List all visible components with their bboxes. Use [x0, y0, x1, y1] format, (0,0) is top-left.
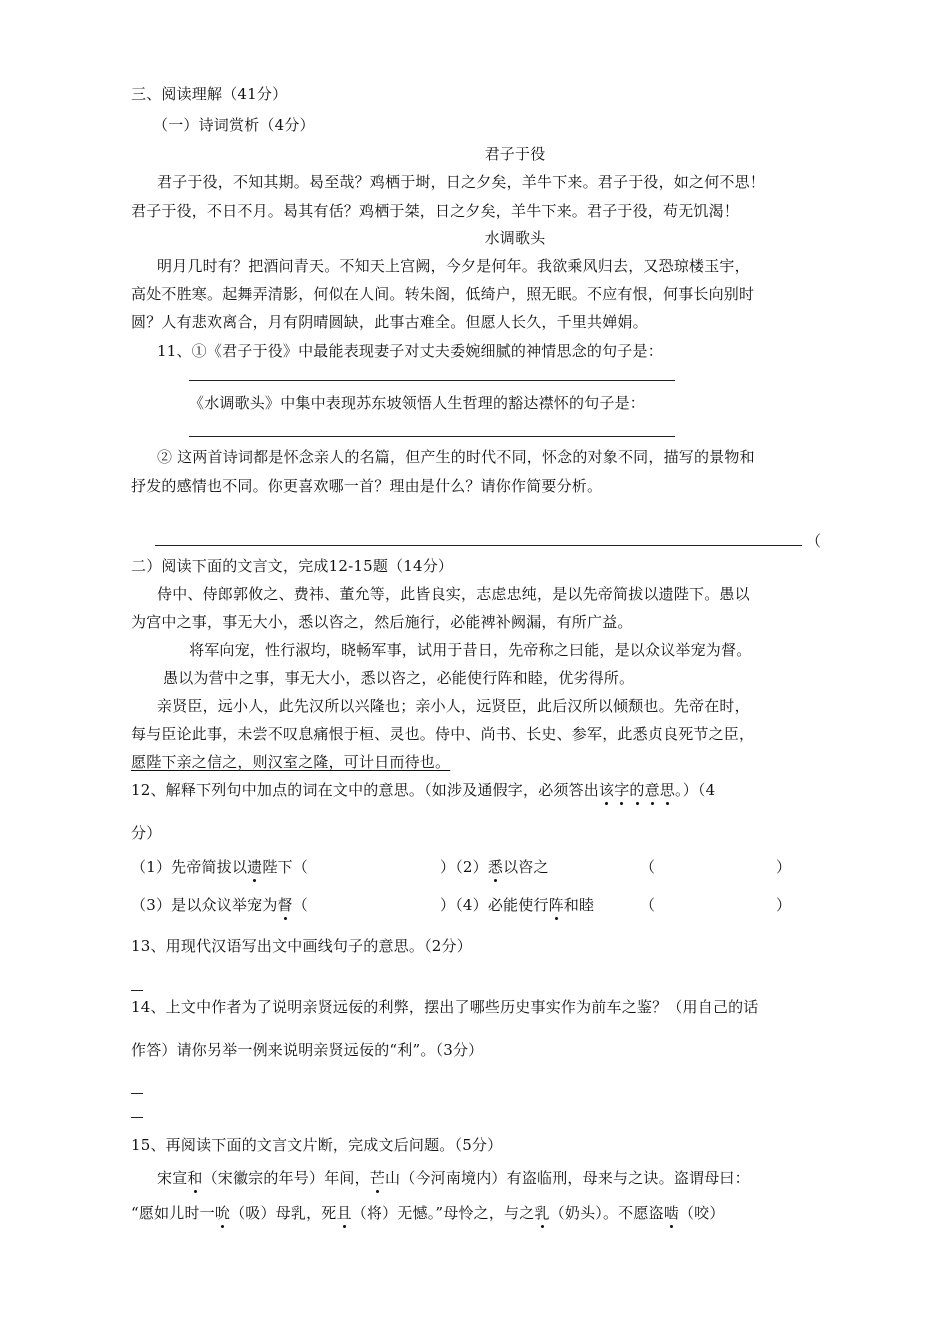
classical-p4-line1: 亲贤臣，远小人，此先汉所以兴隆也；亲小人，远贤臣，此后汉所以倾颓也。先帝在时，: [157, 697, 750, 715]
question-12-item1: （1）先帝简拔以遗陛下（: [131, 858, 308, 876]
question-12-stem: 12、解释下列句中加点的词在文中的意思。（如涉及通假字，必须答出该字的意思。）（4: [131, 781, 716, 799]
question-12-item4-close: ）: [776, 896, 792, 914]
answer-line-11b[interactable]: [189, 436, 675, 437]
question-12-item2-close: ）: [776, 858, 792, 876]
classical-p2: 将军向宠，性行淑均，晓畅军事，试用于昔日，先帝称之曰能，是以众议举宠为督。: [189, 641, 752, 659]
question-11-part2-line1: ② 这两首诗词都是怀念亲人的名篇，但产生的时代不同，怀念的对象不同，描写的景物和: [157, 448, 755, 466]
answer-line-11c[interactable]: [155, 545, 802, 546]
question-11-part1b: 《水调歌头》中集中表现苏东坡领悟人生哲理的豁达襟怀的句子是：: [189, 394, 646, 412]
answer-line-11a[interactable]: [189, 380, 675, 381]
question-11-part1: 11、①《君子于役》中最能表现妻子对丈夫委婉细腻的神情思念的句子是：: [157, 342, 663, 360]
question-12-item2-open: （: [640, 858, 656, 876]
question-12-item4: ）（4）必能使行阵和睦: [440, 896, 595, 914]
poem2-line1: 明月几时有？把酒问青天。不知天上宫阙，今夕是何年。我欲乘风归去，又恐琼楼玉宇，: [157, 257, 750, 275]
dotted-phrase: 该字的意思: [599, 781, 676, 799]
poem1-line2: 君子于役，不日不月。曷其有佸？鸡栖于桀，日之夕矣，羊牛下来。君子于役，苟无饥渴！: [131, 202, 740, 220]
poem2-line3: 圆？人有悲欢离合，月有阴晴圆缺，此事古难全。但愿人长久，千里共婵娟。: [131, 313, 648, 331]
question-11-part2-line2: 抒发的感情也不同。你更喜欢哪一首？理由是什么？请你作简要分析。: [131, 477, 603, 495]
answer-line-14a[interactable]: [131, 1093, 143, 1094]
poem2-title: 水调歌头: [484, 229, 546, 247]
classical-p1-line2: 为宫中之事，事无大小，悉以咨之，然后施行，必能裨补阙漏，有所广益。: [131, 613, 633, 631]
question-15-text-line2: “愿如儿时一吮（吸）母乳，死且（将）无憾。”母怜之，与之乳（奶头）。不愿盗啮（咬）: [131, 1204, 725, 1222]
poem2-line2: 高处不胜寒。起舞弄清影，何似在人间。转朱阁，低绮户，照无眠。不应有恨，何事长向别时: [131, 285, 755, 303]
question-14-line2: 作答）请你另举一例来说明亲贤远佞的“利”。（3分）: [131, 1041, 484, 1059]
classical-underlined-sentence: 愿陛下亲之信之，则汉室之隆，可计日而待也。: [131, 753, 451, 771]
poem1-line1: 君子于役，不知其期。曷至哉？鸡栖于埘，日之夕矣，羊牛下来。君子于役，如之何不思！: [157, 173, 766, 191]
question-15-heading: 15、再阅读下面的文言文片断，完成文后问题。（5分）: [131, 1136, 503, 1154]
question-15-text-line1: 宋宣和（宋徽宗的年号）年间，芒山（今河南境内）有盗临刑，母来与之诀。盗谓母曰：: [157, 1169, 750, 1187]
question-12-stem-cont: 分）: [131, 824, 162, 842]
classical-p4-line2: 每与臣论此事，未尝不叹息痛恨于桓、灵也。侍中、尚书、长史、参军，此悉贞良死节之臣，: [131, 725, 755, 743]
question-14-line1: 14、上文中作者为了说明亲贤远佞的利弊，摆出了哪些历史事实作为前车之鉴？（用自己的话: [131, 998, 759, 1016]
question-12-item2: ）（2）悉以咨之: [440, 858, 549, 876]
section-heading: 三、阅读理解（41分）: [131, 85, 288, 103]
answer-line-14b[interactable]: [131, 1117, 143, 1118]
poetry-heading: （一）诗词赏析（4分）: [153, 116, 315, 134]
question-12-item3: （3）是以众议举宠为督（: [131, 896, 308, 914]
classical-p1-line1: 侍中、侍郎郭攸之、费祎、董允等，此皆良实，志虑忠纯，是以先帝简拔以遗陛下。愚以: [157, 585, 750, 603]
poem1-title: 君子于役: [484, 145, 546, 163]
classical-heading: 二）阅读下面的文言文，完成12-15题（14分）: [131, 557, 454, 575]
question-13: 13、用现代汉语写出文中画线句子的意思。（2分）: [131, 937, 472, 955]
answer-line-13[interactable]: [131, 990, 143, 991]
question-12-item4-open: （: [640, 896, 656, 914]
classical-p3: 愚以为营中之事，事无大小，悉以咨之，必能使行阵和睦，优劣得所。: [163, 669, 635, 687]
paren-open: （: [806, 532, 822, 550]
